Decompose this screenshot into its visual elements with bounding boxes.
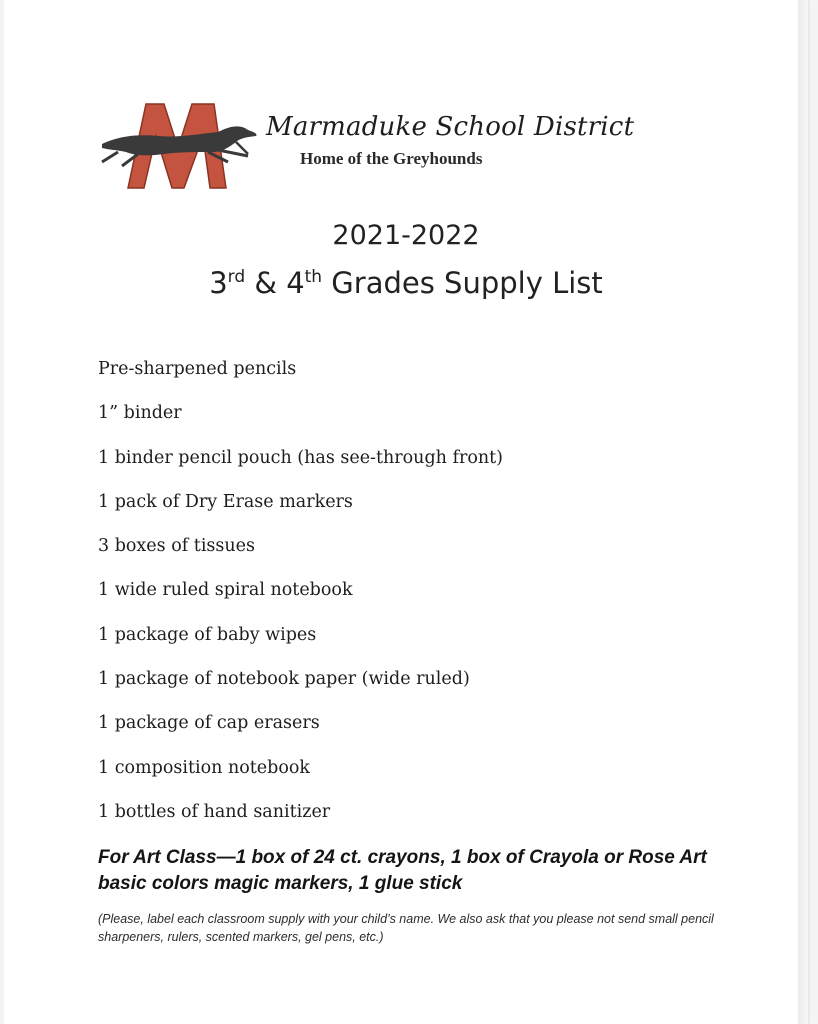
district-name: Marmaduke School District [266, 112, 635, 142]
supply-item: 1 package of notebook paper (wide ruled) [98, 669, 470, 690]
title-grade-2: 4 [286, 266, 305, 300]
supply-item: 1 binder pencil pouch (has see-through front) [98, 447, 503, 468]
title-grade-1: 3 [209, 266, 228, 300]
supply-item: Pre-sharpened pencils [98, 359, 297, 379]
supply-item: 1 wide ruled spiral notebook [98, 580, 353, 601]
supply-item: 1 bottles of hand sanitizer [98, 801, 331, 822]
supply-item: 1 composition notebook [98, 757, 311, 778]
supply-item: 1 pack of Dry Erase markers [98, 491, 353, 512]
title-grade-1-suffix: rd [227, 267, 246, 287]
art-class-requirements: For Art Class—1 box of 24 ct. crayons, 1 box of Crayola or Rose Art basic colors magic markers, 1 glue stick [98, 847, 707, 894]
supply-item: 1 package of cap erasers [98, 713, 320, 734]
greyhound-m-logo [98, 96, 268, 192]
title-rest: Grades Supply List [322, 266, 603, 300]
title-connector: & [245, 266, 287, 300]
district-tagline: Home of the Greyhounds [300, 149, 483, 168]
supply-item: 1” binder [98, 403, 182, 424]
page-title [4, 266, 808, 300]
supply-list-page [4, 0, 808, 1024]
supply-item: 1 package of baby wipes [98, 624, 317, 645]
page-edge [798, 0, 808, 1024]
supply-item: 3 boxes of tissues [98, 536, 255, 557]
supply-list [98, 356, 503, 843]
title-grade-2-suffix: th [304, 267, 323, 287]
labeling-note: (Please, label each classroom supply with your child’s name. We also ask that you please not send small pencil sharpeners, rulers, scented markers, gel pens, etc.) [98, 912, 714, 944]
school-year: 2021-2022 [332, 220, 480, 251]
logo-greyhound [102, 126, 257, 155]
